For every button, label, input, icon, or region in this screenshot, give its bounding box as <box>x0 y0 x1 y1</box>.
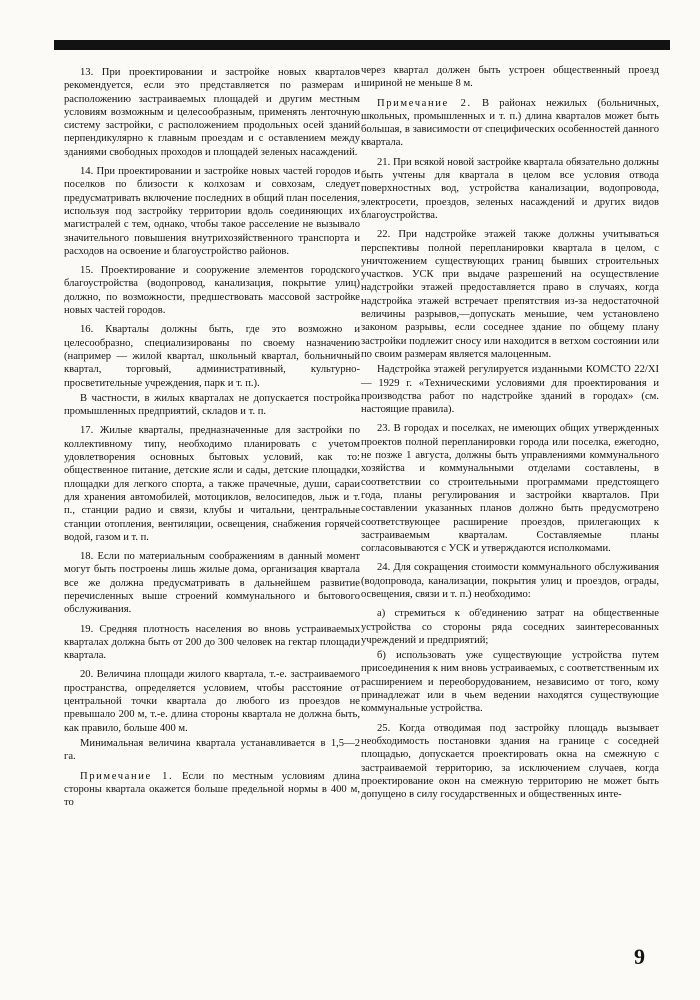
paragraph-text: В частности, в жилых кварталах не допускается постройка промышленных предприятий, складов и т. п. <box>64 392 360 418</box>
paragraph-text: 17. Жилые кварталы, предназначенные для застройки по коллективному типу, необходимо планировать с учетом удовлетворения основных бытовых условий, как то: общественное питание, детские ясли и сады, детские площадки, площадки для легкого спорта, а также прачечные, души, сараи для хранения автомобилей, мотоциклов, велосипедов, лыж и т. п., станции радио и связи, клубы и читальни, центральные станции отопления, вентиляции, освещения, снабжения горячей водой, газом и т. п. <box>64 425 360 543</box>
paragraph-text: Если по местным условиям длина стороны квартала окажется больше предельной нормы в 400 м, то <box>64 770 360 809</box>
paragraph <box>64 392 360 419</box>
paragraph-text: В районах нежилых (больничных, школьных, промышленных и т. п.) длина кварталов может быть большая, в зависимости от специфических особенностей данного квартала. <box>361 97 659 149</box>
paragraph <box>361 607 659 647</box>
note-label: Примечание 1. <box>80 770 174 782</box>
paragraph-text: Надстройка этажей регулируется изданными КОМСТО 22/XI — 1929 г. «Техническими условиями для проектирования и производства работ по надстройке зданий в городах» (см. настоящие правила). <box>361 364 659 416</box>
paragraph <box>64 66 360 159</box>
paragraph <box>361 422 659 555</box>
paragraph-text: 18. Если по материальным соображениям в данный момент могут быть построены лишь жилые дома, организация квартала все же должна предусматривать в дальнейшем развитие перечисленных выше строений коммунального и бытового обслуживания. <box>64 551 360 616</box>
paragraph-text: Минимальная величина квартала устанавливается в 1,5—2 га. <box>64 737 360 763</box>
paragraph-text: а) стремиться к об'единению затрат на общественные устройства со стороны ряда соседних заинтересованных учреждений и предприятий; <box>361 608 659 646</box>
paragraph-text: 25. Когда отводимая под застройку площадь вызывает необходимость постановки здания на границе с соседней площадью, допускается проектировать окна на смежную с застраиваемой территорию, за исключением случаев, когда проектирование окон на смежную территорию не может быть допущено в силу государственных и общественных инте- <box>361 722 659 801</box>
paragraph-text: 16. Кварталы должны быть, где это возможно и целесообразно, специализированы по своему назначению (например — жилой квартал, школьный квартал, больничный квартал, торговый, административный, культурно-просветительные учреждения, парк и т. п.). <box>64 324 360 389</box>
paragraph-text: 15. Проектирование и сооружение элементов городского благоустройства (водопровод, канализация, покрытие улиц) должно, по возможности, предшествовать массовой застройке новых частей городов. <box>64 265 360 317</box>
paragraph <box>361 649 659 715</box>
paragraph-text: 13. При проектировании и застройке новых кварталов рекомендуется, если это представляется по размерам и расположению застраиваемых площадей и другим местным условиям возможным и целесообразным, применять ленточную систему застройки, с расположением продольных осей зданий перпендикулярно к главным проездам и с оставлением между зданиями свободных проходов и площадей зеленых насаждений. <box>64 67 360 158</box>
paragraph-text: 21. При всякой новой застройке квартала обязательно должны быть учтены для квартала в целом все условия отвода поверхностных вод, устройства канализации, водопровода, электросети, проездов, зеленых насаждений и других видов благоустройства. <box>361 156 659 221</box>
page-number: 9 <box>634 944 645 969</box>
paragraph <box>64 165 360 258</box>
paragraph <box>64 550 360 616</box>
paragraph <box>64 770 360 810</box>
paragraph-text: 24. Для сокращения стоимости коммунального обслуживания (водопровода, канализации, покрытия улиц и проездов, ограды, освещения, связи и т. п.) необходимо: <box>361 562 659 600</box>
left-column <box>64 66 360 815</box>
paragraph-text: 23. В городах и поселках, не имеющих общих утвержденных проектов полной перепланировки города или поселка, ежегодно, не позже 1 августа, должны быть управлениями коммунального хозяйства и коммунальными отделами составлены, в соответствии со строительными программами предстоящего года, планы регулирования и застройки кварталов. При составлении указанных планов должно быть предусмотрено соответствующее расширение проездов, прилегающих к застраиваемым кварталам. Составляемые планы согласовываются с УСК и утверждаются исполкомами. <box>361 423 659 555</box>
paragraph-text: 22. При надстройке этажей также должны учитываться перспективы полной перепланировки квартала в целом, с уничтожением существующих границ бывших строительных участков. УСК при выдаче разрешений на осуществление надстройки этажей предоставляется право в случаях, когда надстройка этажей встречает препятствия из-за недостаточной величины разрывов,—допускать меньшие, чем установлено законом разрывы, если соседнее здание по общему плану застройки подлежит сносу или находится в ветхом состоянии или по своим размерам является малоценным. <box>361 229 659 360</box>
paragraph <box>64 668 360 734</box>
paragraph <box>361 561 659 601</box>
paragraph-text: б) использовать уже существующие устройства путем присоединения к ним вновь устраиваемых, с соответственным их расширением и переоборудованием, независимо от того, кому принадлежат или в чьем ведении находятся существующие коммунальные устройства. <box>361 650 659 715</box>
right-column <box>361 64 659 807</box>
paragraph <box>361 156 659 222</box>
paragraph <box>64 424 360 544</box>
paragraph <box>361 97 659 150</box>
paragraph <box>361 722 659 802</box>
paragraph-text: 19. Средняя плотность населения во вновь устраиваемых кварталах должна быть от 200 до 300 человек на гектар площади квартала. <box>64 623 360 662</box>
paragraph-text: через квартал должен быть устроен общественный проезд шириной не меньше 8 м. <box>361 65 659 90</box>
paragraph <box>64 264 360 317</box>
paragraph <box>361 64 659 91</box>
top-rule <box>54 40 670 50</box>
paragraph <box>361 228 659 361</box>
paragraph <box>361 363 659 416</box>
paragraph-text: 20. Величина площади жилого квартала, т.-е. застраиваемого пространства, определяется условием, чтобы расстояние от центральной точки квартала до любого из проездов не превышало 200 м, т.-е. длина стороны квартала не должна быть, как правило, больше 400 м. <box>64 669 360 734</box>
paragraph <box>64 323 360 389</box>
note-label: Примечание 2. <box>377 97 472 109</box>
paragraph-text: 14. При проектировании и застройке новых частей городов и поселков по близости к колхозам и совхозам, следует предусматривать включение последних в общий план поселения, используя под застройку территории вдоль соединяющих их магистралей с тем, однако, чтобы такое расселение не вызывало значительного повышения внутрихозяйственного транспорта и расходов на освоение и благоустройство районов. <box>64 166 360 257</box>
paragraph <box>64 737 360 764</box>
paragraph <box>64 623 360 663</box>
